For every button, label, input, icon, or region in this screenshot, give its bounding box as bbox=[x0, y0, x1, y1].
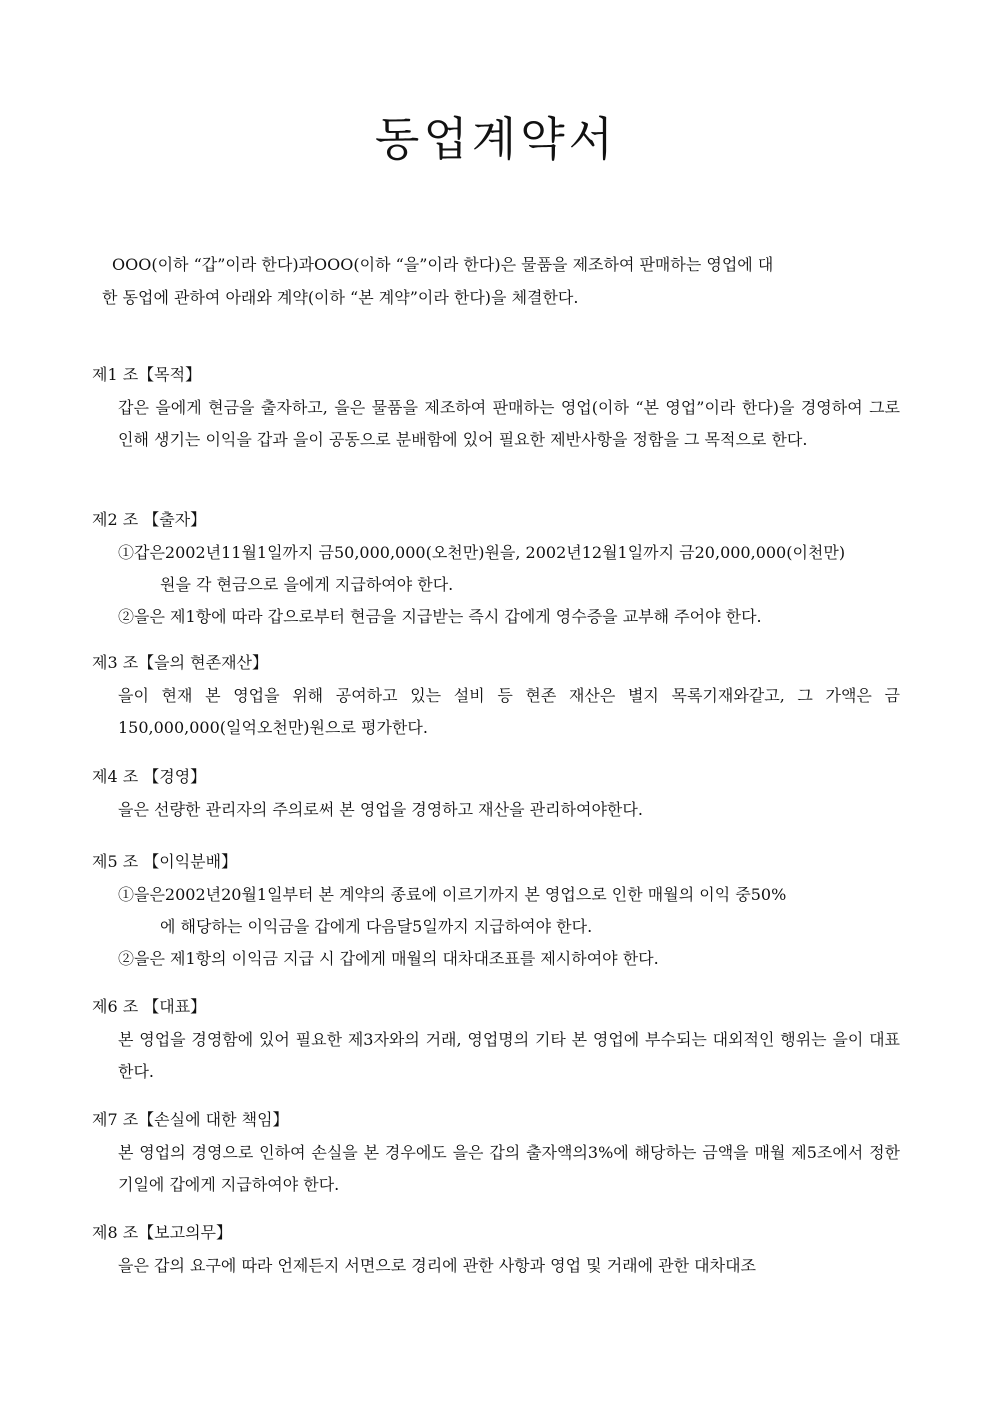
article-item bbox=[92, 601, 900, 633]
intro-line: OOO(이하 “갑”이라 한다)과OOO(이하 “을”이라 한다)은 물품을 제조하여 판매하는 영업에 대 bbox=[112, 255, 774, 274]
article-1 bbox=[92, 362, 900, 456]
article-7 bbox=[92, 1107, 900, 1201]
article-item bbox=[92, 879, 900, 943]
article-4 bbox=[92, 764, 900, 826]
article-body: 을이 현재 본 영업을 위해 공여하고 있는 설비 등 현존 재산은 별지 목록기재와같고, 그 가액은 금150,000,000(일억오천만)원으로 평가한다. bbox=[118, 686, 900, 737]
document-title: 동업계약서 bbox=[374, 112, 618, 166]
article-body: 을은 선량한 관리자의 주의로써 본 영업을 경영하고 재산을 관리하여야한다. bbox=[118, 800, 643, 819]
article-body: 갑은 을에게 현금을 출자하고, 을은 물품을 제조하여 판매하는 영업(이하 “본 영업”이라 한다)을 경영하여 그로 인해 생기는 이익을 갑과 을이 공동으로 분배함에 있어 필요한 제반사항을 정함을 그 목적으로 한다. bbox=[118, 398, 900, 449]
intro-line: 한 동업에 관하여 아래와 계약(이하 “본 계약”이라 한다)을 체결한다. bbox=[102, 288, 579, 307]
article-2 bbox=[92, 507, 900, 633]
article-item bbox=[92, 943, 900, 975]
article-body: 본 영업을 경영함에 있어 필요한 제3자와의 거래, 영업명의 기타 본 영업에 부수되는 대외적인 행위는 을이 대표한다. bbox=[118, 1030, 900, 1081]
article-heading: 제7 조【손실에 대한 책임】 bbox=[92, 1110, 289, 1129]
item-text: ①갑은2002년11월1일까지 금50,000,000(오천만)원을, 2002년12월1일까지 금20,000,000(이천만) bbox=[118, 543, 846, 562]
item-text: ②을은 제1항의 이익금 지급 시 갑에게 매월의 대차대조표를 제시하여야 한다. bbox=[118, 949, 659, 968]
article-heading: 제2 조 【출자】 bbox=[92, 510, 207, 529]
article-heading: 제6 조 【대표】 bbox=[92, 997, 207, 1016]
article-heading: 제4 조 【경영】 bbox=[92, 767, 207, 786]
article-5 bbox=[92, 849, 900, 975]
intro-paragraph bbox=[92, 248, 900, 314]
article-heading: 제8 조【보고의무】 bbox=[92, 1223, 233, 1242]
article-body: 을은 갑의 요구에 따라 언제든지 서면으로 경리에 관한 사항과 영업 및 거래에 관한 대차대조 bbox=[118, 1256, 756, 1275]
item-text: ②을은 제1항에 따라 갑으로부터 현금을 지급받는 즉시 갑에게 영수증을 교부해 주어야 한다. bbox=[118, 607, 762, 626]
article-body: 본 영업의 경영으로 인하여 손실을 본 경우에도 을은 갑의 출자액의3%에 해당하는 금액을 매월 제5조에서 정한 기일에 갑에게 지급하여야 한다. bbox=[118, 1143, 900, 1194]
article-6 bbox=[92, 994, 900, 1088]
article-heading: 제3 조【을의 현존재산】 bbox=[92, 653, 268, 672]
item-continuation: 원을 각 현금으로 을에게 지급하여야 한다. bbox=[160, 575, 454, 594]
article-8 bbox=[92, 1220, 900, 1282]
item-continuation: 에 해당하는 이익금을 갑에게 다음달5일까지 지급하여야 한다. bbox=[160, 917, 593, 936]
article-3 bbox=[92, 650, 900, 744]
article-heading: 제1 조【목적】 bbox=[92, 365, 202, 384]
article-heading: 제5 조 【이익분배】 bbox=[92, 852, 238, 871]
item-text: ①을은2002년20월1일부터 본 계약의 종료에 이르기까지 본 영업으로 인한 매월의 이익 중50% bbox=[118, 885, 787, 904]
article-item bbox=[92, 537, 900, 601]
